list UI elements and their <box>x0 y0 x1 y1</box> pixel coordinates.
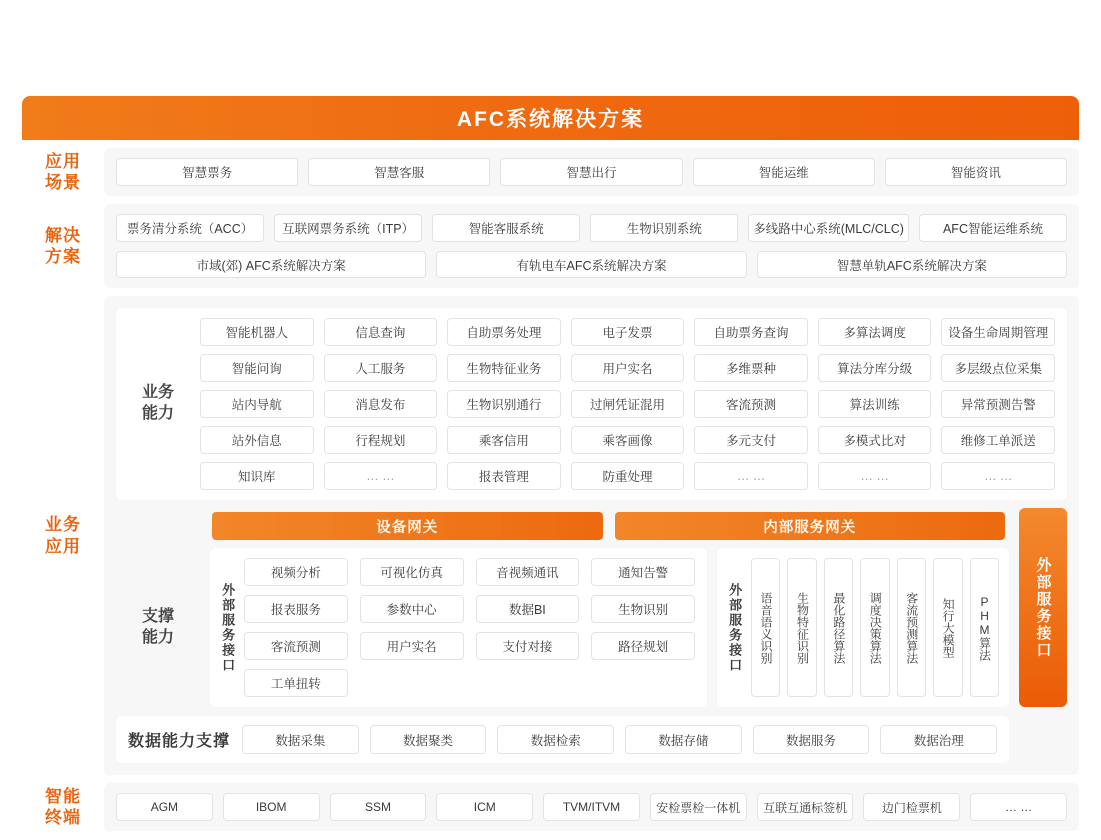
algorithm-cell[interactable]: 客流预测算法 <box>897 558 926 697</box>
row-label-terminal: 智能 终端 <box>45 786 81 827</box>
capability-cell[interactable]: 智能机器人 <box>200 318 314 346</box>
business-capability-title: 业务 能力 <box>141 384 174 422</box>
capability-cell[interactable]: … … <box>324 462 438 490</box>
solution-item[interactable]: AFC智能运维系统 <box>919 214 1067 242</box>
capability-cell[interactable]: 多元支付 <box>694 426 808 454</box>
algorithm-cell[interactable]: 语音语义识别 <box>751 558 780 697</box>
capability-cell[interactable]: 生物特征业务 <box>447 354 561 382</box>
business-body <box>104 296 1079 775</box>
capability-cell[interactable]: 客流预测 <box>694 390 808 418</box>
support-cell[interactable]: 通知告警 <box>591 558 695 586</box>
solution-item[interactable]: 智能客服系统 <box>432 214 580 242</box>
solution-chip-row-1 <box>116 214 1067 242</box>
data-capability-bar <box>116 716 1009 763</box>
scenario-chip-row <box>116 158 1067 186</box>
terminal-item[interactable]: SSM <box>330 793 427 821</box>
scenario-body <box>104 148 1079 196</box>
external-service-interface-column[interactable]: 外部服务接口 <box>1019 508 1067 707</box>
capability-cell[interactable]: 乘客信用 <box>447 426 561 454</box>
data-cell[interactable]: 数据治理 <box>880 725 997 754</box>
data-cell[interactable]: 数据服务 <box>753 725 870 754</box>
algorithm-cell[interactable]: 调度决策算法 <box>860 558 889 697</box>
row-intelligent-terminal <box>22 783 1079 831</box>
capability-cell[interactable]: 站外信息 <box>200 426 314 454</box>
support-cell[interactable]: 路径规划 <box>591 632 695 660</box>
support-cell[interactable]: 参数中心 <box>360 595 464 623</box>
scenario-item[interactable]: 智能运维 <box>693 158 875 186</box>
capability-cell[interactable]: 行程规划 <box>324 426 438 454</box>
capability-cell[interactable]: 设备生命周期管理 <box>941 318 1055 346</box>
external-interface-column-holder <box>1019 548 1067 707</box>
support-cell[interactable]: 支付对接 <box>476 632 580 660</box>
capability-cell[interactable]: 站内导航 <box>200 390 314 418</box>
capability-cell[interactable]: … … <box>694 462 808 490</box>
terminal-item[interactable]: 互联互通标签机 <box>757 793 854 821</box>
solution-item[interactable]: 多线路中心系统(MLC/CLC) <box>748 214 909 242</box>
capability-cell[interactable]: 乘客画像 <box>571 426 685 454</box>
capability-cell[interactable]: 算法分库分级 <box>818 354 932 382</box>
business-capability-block <box>116 308 1067 500</box>
solution-item[interactable]: 智慧单轨AFC系统解决方案 <box>757 251 1067 278</box>
data-capability-cells <box>242 725 997 754</box>
capability-cell[interactable]: 报表管理 <box>447 462 561 490</box>
row-label-scenario: 应用 场景 <box>45 151 81 192</box>
capability-cell[interactable]: 知识库 <box>200 462 314 490</box>
terminal-body <box>104 783 1079 831</box>
scenario-item[interactable]: 智慧出行 <box>500 158 682 186</box>
solution-item[interactable]: 互联网票务系统（ITP） <box>274 214 422 242</box>
business-capability-grid <box>200 318 1055 490</box>
support-capability-grid <box>244 558 695 697</box>
device-gateway-bar[interactable]: 设备网关 <box>212 512 603 540</box>
row-solution <box>22 204 1079 288</box>
support-cell[interactable]: 用户实名 <box>360 632 464 660</box>
support-capability-block <box>116 548 1067 707</box>
capability-cell[interactable]: 消息发布 <box>324 390 438 418</box>
capability-cell[interactable]: 用户实名 <box>571 354 685 382</box>
algorithm-cell-row <box>751 558 999 697</box>
scenario-item[interactable]: 智慧客服 <box>308 158 490 186</box>
capability-cell[interactable]: 电子发票 <box>571 318 685 346</box>
capability-cell[interactable]: … … <box>941 462 1055 490</box>
capability-cell[interactable]: 维修工单派送 <box>941 426 1055 454</box>
terminal-item[interactable]: AGM <box>116 793 213 821</box>
algorithm-cell[interactable]: PHM算法 <box>970 558 999 697</box>
gateway-bar-row <box>116 512 1067 540</box>
solution-body <box>104 204 1079 288</box>
external-service-interface-left-label: 外部服务接口 <box>220 582 236 673</box>
terminal-item[interactable]: … … <box>970 793 1067 821</box>
internal-service-gateway-bar[interactable]: 内部服务网关 <box>615 512 1006 540</box>
support-cell[interactable]: 客流预测 <box>244 632 348 660</box>
capability-cell[interactable]: 多模式比对 <box>818 426 932 454</box>
capability-cell[interactable]: 人工服务 <box>324 354 438 382</box>
page-title: AFC系统解决方案 <box>456 108 645 131</box>
capability-cell[interactable]: 自助票务处理 <box>447 318 561 346</box>
data-cell[interactable]: 数据采集 <box>242 725 359 754</box>
terminal-item[interactable]: 边门检票机 <box>863 793 960 821</box>
terminal-chip-row <box>116 793 1067 821</box>
data-cell[interactable]: 数据聚类 <box>370 725 487 754</box>
solution-item[interactable]: 生物识别系统 <box>590 214 738 242</box>
solution-item[interactable]: 市域(郊) AFC系统解决方案 <box>116 251 426 278</box>
capability-cell[interactable]: 防重处理 <box>571 462 685 490</box>
capability-cell[interactable]: … … <box>818 462 932 490</box>
row-label-solution: 解决 方案 <box>45 225 81 266</box>
solution-item[interactable]: 有轨电车AFC系统解决方案 <box>436 251 746 278</box>
terminal-item[interactable]: 安检票检一体机 <box>650 793 747 821</box>
diagram-title-banner <box>22 96 1079 140</box>
solution-chip-row-2 <box>116 251 1067 278</box>
support-cell[interactable]: 视频分析 <box>244 558 348 586</box>
data-capability-title: 数据能力支撑 <box>128 733 231 750</box>
data-cell[interactable]: 数据存储 <box>625 725 742 754</box>
row-application-scenario <box>22 148 1079 196</box>
capability-cell[interactable]: 多维票种 <box>694 354 808 382</box>
capability-cell[interactable]: 算法训练 <box>818 390 932 418</box>
external-service-interface-right-label: 外部服务接口 <box>727 582 743 673</box>
capability-cell[interactable]: 智能问询 <box>200 354 314 382</box>
row-label-business: 业务 应用 <box>45 515 81 556</box>
data-cell[interactable]: 数据检索 <box>497 725 614 754</box>
solution-item[interactable]: 票务清分系统（ACC） <box>116 214 264 242</box>
row-business-application <box>22 296 1079 775</box>
algorithm-cell[interactable]: 最化路径算法 <box>824 558 853 697</box>
support-cell[interactable]: 可视化仿真 <box>360 558 464 586</box>
terminal-item[interactable]: TVM/ITVM <box>543 793 640 821</box>
support-cell[interactable]: 数据BI <box>476 595 580 623</box>
support-cell[interactable]: 生物识别 <box>591 595 695 623</box>
terminal-item[interactable]: IBOM <box>223 793 320 821</box>
algorithm-cell[interactable]: 生物特征识别 <box>787 558 816 697</box>
capability-cell[interactable]: 信息查询 <box>324 318 438 346</box>
support-capability-title: 支撑 能力 <box>141 607 174 646</box>
support-left-panel <box>210 548 707 707</box>
capability-cell[interactable]: 过闸凭证混用 <box>571 390 685 418</box>
algorithm-cell[interactable]: 知行大模型 <box>933 558 962 697</box>
support-right-panel <box>717 548 1009 707</box>
capability-cell[interactable]: 自助票务查询 <box>694 318 808 346</box>
scenario-item[interactable]: 智能资讯 <box>885 158 1067 186</box>
scenario-item[interactable]: 智慧票务 <box>116 158 298 186</box>
capability-cell[interactable]: 生物识别通行 <box>447 390 561 418</box>
capability-cell[interactable]: 多算法调度 <box>818 318 932 346</box>
support-cell[interactable]: 报表服务 <box>244 595 348 623</box>
capability-cell[interactable]: 异常预测告警 <box>941 390 1055 418</box>
support-cell[interactable]: 音视频通讯 <box>476 558 580 586</box>
capability-cell[interactable]: 多层级点位采集 <box>941 354 1055 382</box>
terminal-item[interactable]: ICM <box>436 793 533 821</box>
support-cell[interactable]: 工单扭转 <box>244 669 348 697</box>
